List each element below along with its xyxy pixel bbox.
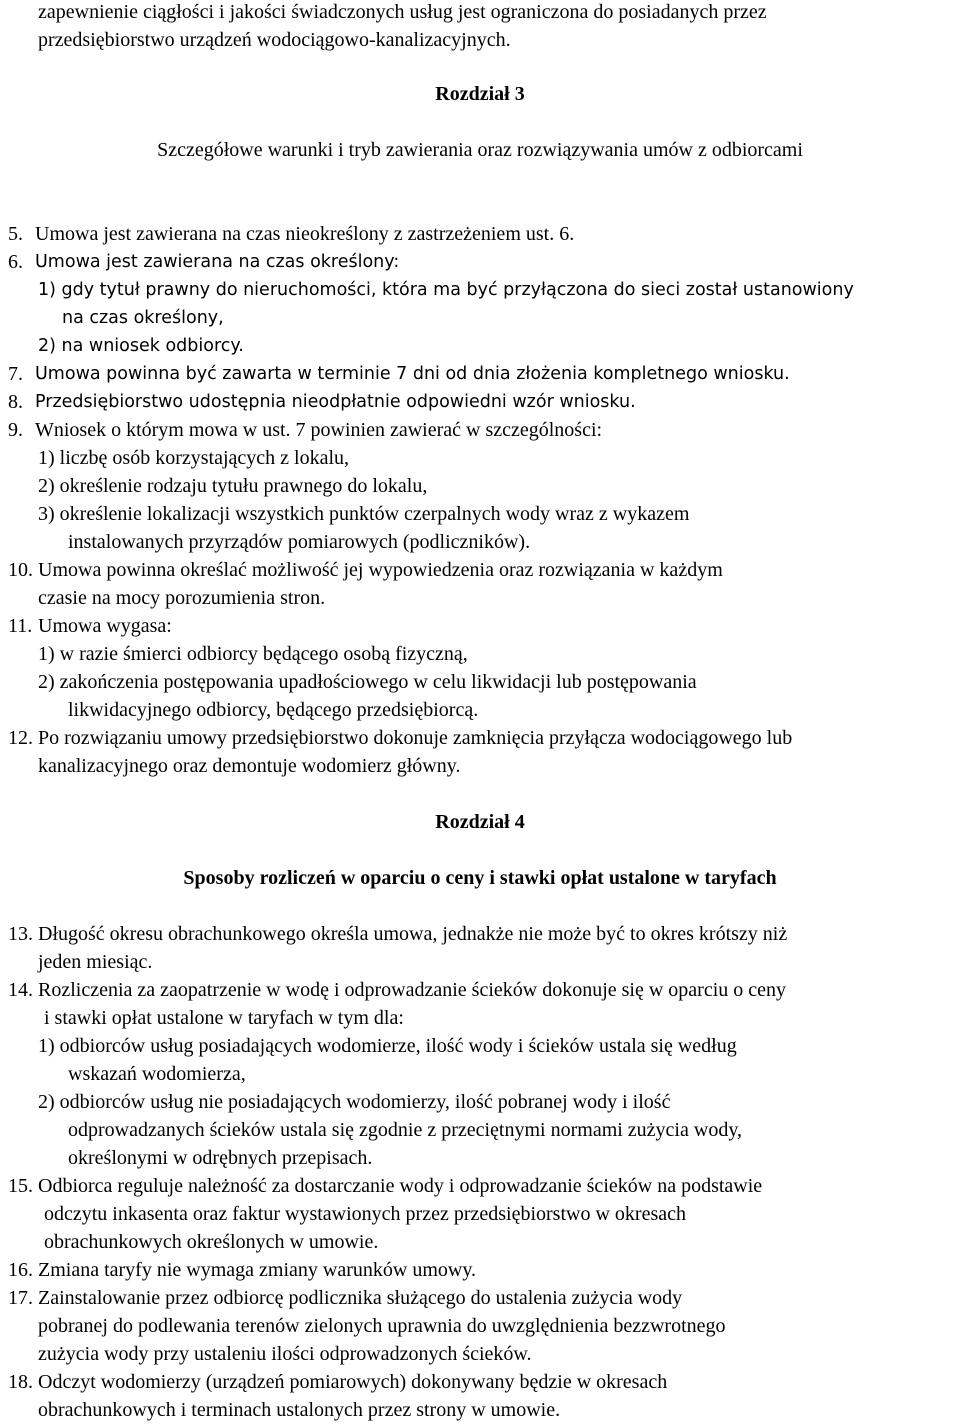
item-15-text-2: odczytu inkasenta oraz faktur wystawionych przez przedsiębiorstwo w okresach (44, 1203, 686, 1225)
item-18-text-2: obrachunkowych i terminach ustalonych przez strony w umowie. (38, 1399, 561, 1421)
item-12-text: Po rozwiązaniu umowy przedsiębiorstwo dokonuje zamknięcia przyłącza wodociągowego lub (38, 727, 793, 749)
item-7-text: Umowa powinna być zawarta w terminie 7 dni od dnia złożenia kompletnego wniosku. (35, 364, 790, 384)
item-16-text: Zmiana taryfy nie wymaga zmiany warunków umowy. (38, 1259, 477, 1281)
item-5-text: Umowa jest zawierana na czas nieokreślony z zastrzeżeniem ust. 6. (35, 223, 575, 245)
item-14-sub-2c: określonymi w odrębnych przepisach. (68, 1147, 373, 1169)
item-14-text-2: i stawki opłat ustalone w taryfach w tym dla: (44, 1007, 404, 1029)
chapter-4-title: Sposoby rozliczeń w oparciu o ceny i stawki opłat ustalone w taryfach (183, 867, 777, 889)
chapter-3-heading: Rozdział 3 (435, 83, 525, 105)
item-7-number: 7. (8, 363, 23, 385)
item-17-text-2: pobranej do podlewania terenów zielonych uprawnia do uwzględnienia bezzwrotnego (38, 1315, 726, 1337)
item-12-text-2: kanalizacyjnego oraz demontuje wodomierz główny. (38, 755, 461, 777)
item-10-number: 10. (8, 559, 33, 581)
item-11-text: Umowa wygasa: (38, 615, 172, 637)
chapter-3-title: Szczegółowe warunki i tryb zawierania oraz rozwiązywania umów z odbiorcami (157, 139, 803, 161)
item-6-sub-2: 2) na wniosek odbiorcy. (38, 336, 244, 356)
item-14-sub-2b: odprowadzanych ścieków ustala się zgodnie z przeciętnymi normami zużycia wody, (68, 1119, 743, 1141)
item-9-number: 9. (8, 419, 23, 441)
item-11-sub-2b: likwidacyjnego odbiorcy, będącego przedsiębiorcą. (68, 699, 479, 721)
item-11-sub-2a: 2) zakończenia postępowania upadłościowego w celu likwidacji lub postępowania (38, 671, 697, 693)
item-14-sub-1b: wskazań wodomierza, (68, 1063, 246, 1085)
item-14-sub-1a: 1) odbiorców usług posiadających wodomierze, ilość wody i ścieków ustala się według (38, 1035, 737, 1057)
item-10-text: Umowa powinna określać możliwość jej wypowiedzenia oraz rozwiązania w każdym (38, 559, 723, 581)
item-14-sub-2a: 2) odbiorców usług nie posiadających wodomierzy, ilość pobranej wody i ilość (38, 1091, 671, 1113)
item-16-number: 16. (8, 1259, 33, 1281)
item-6-sub-1b: na czas określony, (62, 308, 224, 328)
item-9-sub-3b: instalowanych przyrządów pomiarowych (podliczników). (68, 531, 531, 553)
item-12-number: 12. (8, 727, 33, 749)
item-13-text-2: jeden miesiąc. (38, 951, 153, 973)
item-9-sub-1: 1) liczbę osób korzystających z lokalu, (38, 447, 349, 469)
item-6-number: 6. (8, 251, 23, 273)
item-5-number: 5. (8, 223, 23, 245)
item-11-sub-1: 1) w razie śmierci odbiorcy będącego osobą fizyczną, (38, 643, 468, 665)
item-13-text: Długość okresu obrachunkowego określa umowa, jednakże nie może być to okres krótszy niż (38, 923, 788, 945)
item-13-number: 13. (8, 923, 33, 945)
item-17-text: Zainstalowanie przez odbiorcę podlicznika służącego do ustalenia zużycia wody (38, 1287, 683, 1309)
chapter-4-heading: Rozdział 4 (435, 811, 525, 833)
item-17-number: 17. (8, 1287, 33, 1309)
item-9-text: Wniosek o którym mowa w ust. 7 powinien zawierać w szczególności: (35, 419, 603, 441)
intro-line-1: zapewnienie ciągłości i jakości świadczonych usług jest ograniczona do posiadanych przez (38, 1, 767, 23)
item-6-text: Umowa jest zawierana na czas określony: (35, 252, 400, 272)
item-6-sub-1a: 1) gdy tytuł prawny do nieruchomości, która ma być przyłączona do sieci został ustanowiony (38, 280, 854, 300)
item-15-text: Odbiorca reguluje należność za dostarczanie wody i odprowadzanie ścieków na podstawie (38, 1175, 763, 1197)
item-8-text: Przedsiębiorstwo udostępnia nieodpłatnie odpowiedni wzór wniosku. (35, 392, 636, 412)
item-18-number: 18. (8, 1371, 33, 1393)
item-17-text-3: zużycia wody przy ustaleniu ilości odprowadzonych ścieków. (38, 1343, 532, 1365)
item-10-text-2: czasie na mocy porozumienia stron. (38, 587, 326, 609)
intro-line-2: przedsiębiorstwo urządzeń wodociągowo-kanalizacyjnych. (38, 29, 511, 51)
item-11-number: 11. (8, 615, 33, 637)
item-18-text: Odczyt wodomierzy (urządzeń pomiarowych) dokonywany będzie w okresach (38, 1371, 668, 1393)
item-15-text-3: obrachunkowych określonych w umowie. (44, 1231, 379, 1253)
item-9-sub-2: 2) określenie rodzaju tytułu prawnego do lokalu, (38, 475, 428, 497)
item-8-number: 8. (8, 391, 23, 413)
item-15-number: 15. (8, 1175, 33, 1197)
item-14-text: Rozliczenia za zaopatrzenie w wodę i odprowadzanie ścieków dokonuje się w oparciu o ceny (38, 979, 787, 1001)
item-9-sub-3a: 3) określenie lokalizacji wszystkich punktów czerpalnych wody wraz z wykazem (38, 503, 690, 525)
item-14-number: 14. (8, 979, 33, 1001)
